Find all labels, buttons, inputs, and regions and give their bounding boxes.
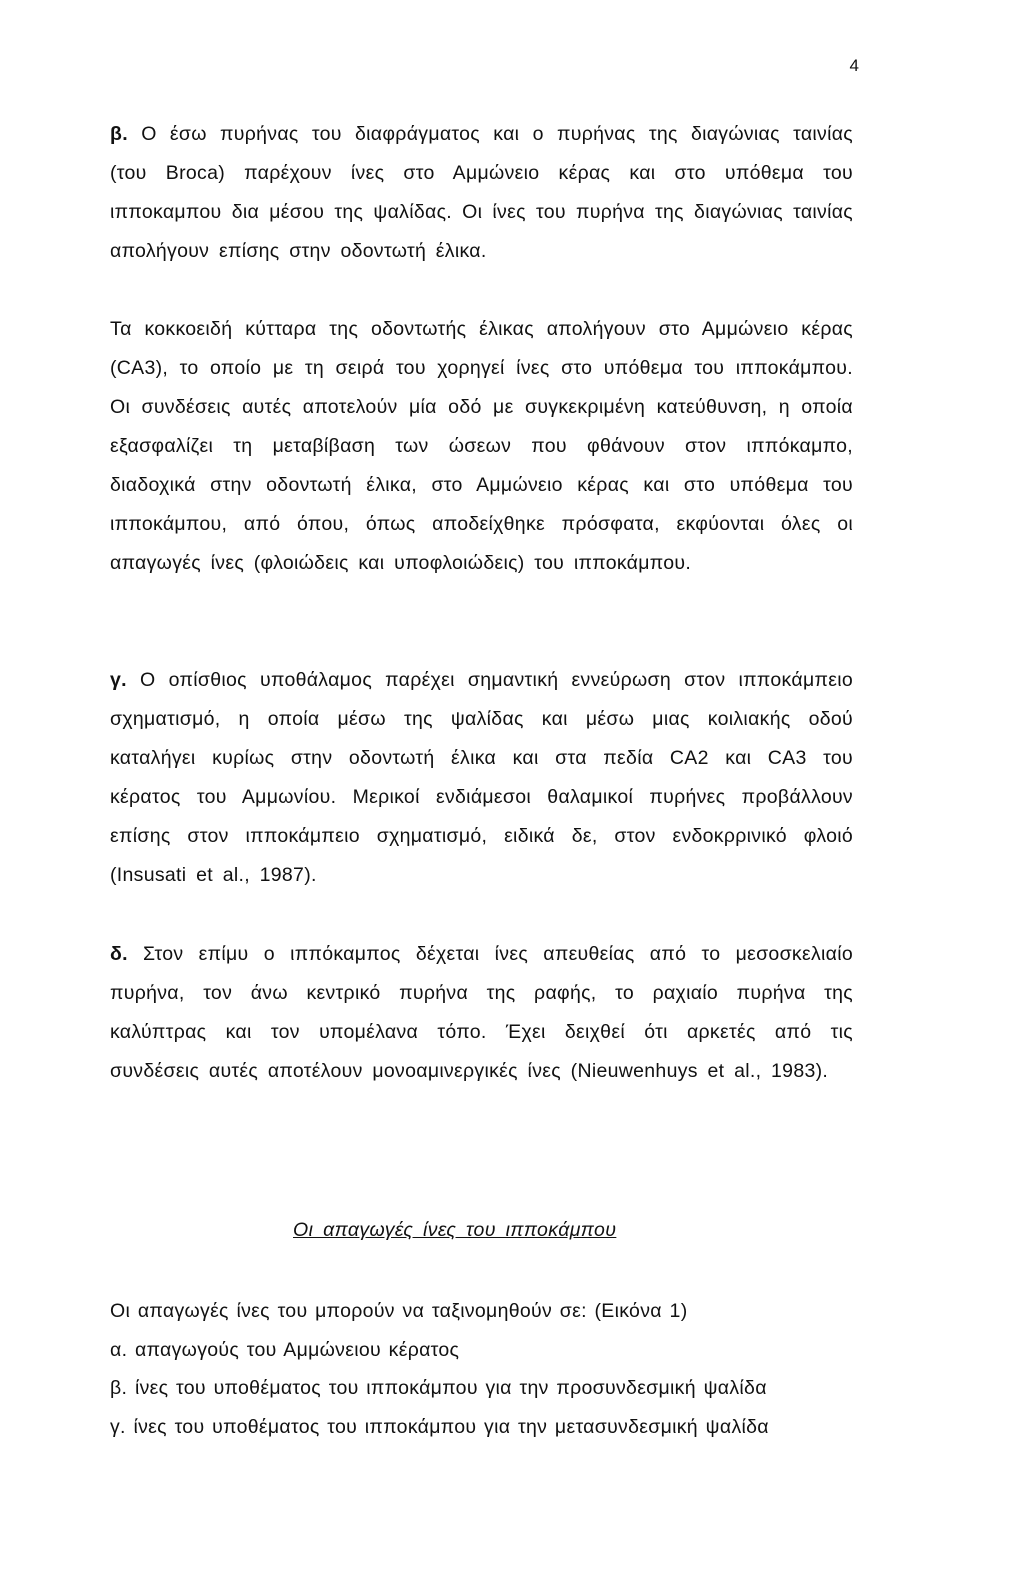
list-item: β. ίνες του υποθέματος του ιπποκάμπου για την προσυνδεσμική ψαλίδα	[110, 1377, 767, 1399]
paragraph-marker: δ.	[110, 943, 128, 965]
paragraph-text: Ο έσω πυρήνας του διαφράγματος και ο πυρήνας της διαγώνιας ταινίας (του Broca) παρέχουν ίνες στο Αμμώνειο κέρας και στο υπόθεμα του ιπποκαμπου δια μέσου της ψαλίδας. Οι ίνες του πυρήνα της διαγώνιας ταινίας απολήγουν επίσης στην οδοντωτή έλικα.	[110, 123, 853, 262]
paragraph-gamma	[110, 661, 853, 895]
list-intro: Οι απαγωγές ίνες του μπορούν να ταξινομηθούν σε: (Εικόνα 1)	[110, 1300, 688, 1322]
section-heading: Οι απαγωγές ίνες του ιπποκάμπου	[293, 1219, 617, 1241]
list-item: α. απαγωγούς του Αμμώνειου κέρατος	[110, 1338, 460, 1361]
paragraph-beta-continuation: Τα κοκκοειδή κύτταρα της οδοντωτής έλικας απολήγουν στο Αμμώνειο κέρας (CA3), το οποίο με τη σειρά του χορηγεί ίνες στο υπόθεμα του ιπποκάμπου. Οι συνδέσεις αυτές αποτελούν μία οδό με συγκεκριμένη κατεύθυνση, η οποία εξασφαλίζει τη μεταβίβαση των ώσεων που φθάνουν στον ιππόκαμπο, διαδοχικά στην οδοντωτή έλικα, στο Αμμώνειο κέρας και στο υπόθεμα του ιπποκάμπου, από όπου, όπως αποδείχθηκε πρόσφατα, εκφύονται όλες οι απαγωγές ίνες (φλοιώδεις και υποφλοιώδεις) του ιπποκάμπου.	[110, 318, 853, 574]
paragraph-text: Στον επίμυ ο ιππόκαμπος δέχεται ίνες απευθείας από το μεσοσκελιαίο πυρήνα, τον άνω κεντρικό πυρήνα της ραφής, το ραχιαίο πυρήνα της καλύπτρας και τον υπομέλανα τόπο. Έχει δειχθεί ότι αρκετές από τις συνδέσεις αυτές αποτέλουν μονοαμινεργικές ίνες (Nieuwenhuys et al., 1983).	[110, 943, 853, 1082]
paragraph-marker: γ.	[110, 669, 127, 691]
list-item: γ. ίνες του υποθέματος του ιπποκάμπου για την μετασυνδεσμική ψαλίδα	[110, 1415, 769, 1438]
paragraph-beta	[110, 115, 853, 271]
classification-list	[110, 1292, 870, 1446]
paragraph-delta	[110, 935, 853, 1091]
paragraph-text: Ο οπίσθιος υποθάλαμος παρέχει σημαντική εννεύρωση στον ιπποκάμπειο σχηματισμό, η οποία μέσω της ψαλίδας και μέσω μιας κοιλιακής οδού καταλήγει κυρίως στην οδοντωτή έλικα και στα πεδία CA2 και CA3 του κέρατος του Αμμωνίου. Μερικοί ενδιάμεσοι θαλαμικοί πυρήνες προβάλλουν επίσης στον ιπποκάμπειο σχηματισμό, ειδικά δε, στον ενδοκρρινικό φλοιό (Insusati et al., 1987).	[110, 669, 853, 886]
page-number: 4	[849, 56, 859, 75]
paragraph-marker: β.	[110, 123, 128, 145]
